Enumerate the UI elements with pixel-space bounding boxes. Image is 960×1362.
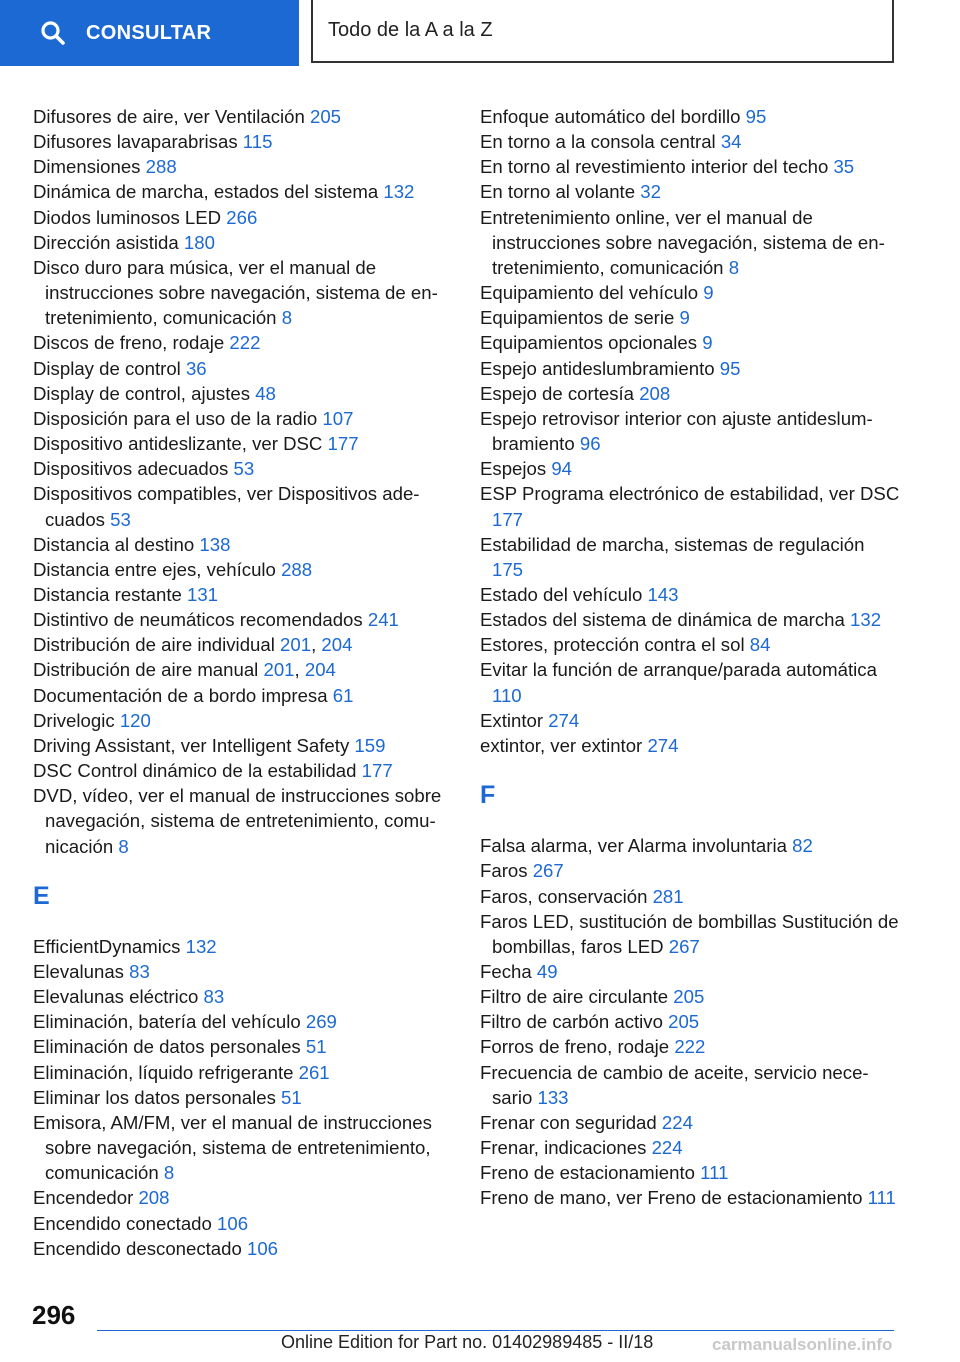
page-link[interactable]: 8: [118, 835, 129, 857]
index-entry-text: Forros de freno, rodaje: [480, 1036, 670, 1058]
page-link[interactable]: 208: [138, 1187, 170, 1209]
page-link[interactable]: 95: [719, 357, 741, 379]
index-entry-text: Estado del vehículo: [480, 583, 643, 605]
edition-text: Online Edition for Part no. 01402989485 - II/18: [281, 1332, 654, 1352]
index-entry: [33, 708, 453, 733]
index-entry: [480, 1110, 900, 1135]
section-letter: F: [480, 781, 496, 810]
page-link[interactable]: 177: [361, 760, 393, 782]
page-link[interactable]: 143: [647, 583, 679, 605]
index-entry: [480, 205, 900, 280]
page-link[interactable]: 48: [255, 382, 276, 404]
index-entry-text: Emisora, AM/FM, ver el manual de instrucciones sobre navegación, sistema de entretenimiento, comunicación: [33, 1111, 432, 1184]
index-entry-text: Difusores de aire, ver Ventilación: [33, 106, 305, 127]
index-entry-text: Estabilidad de marcha, sistemas de regulación: [480, 533, 865, 555]
index-entry-text: Espejo de cortesía: [480, 382, 635, 404]
page-link[interactable]: 8: [728, 256, 740, 278]
index-entry: [480, 884, 900, 909]
index-entry: [480, 607, 900, 632]
page-link[interactable]: 106: [247, 1237, 279, 1259]
index-entry-text: Eliminación, batería del vehículo: [33, 1011, 301, 1033]
index-entry: [33, 783, 453, 858]
index-entry-text: Eliminación, líquido refrigerante: [33, 1061, 294, 1083]
page-link[interactable]: 205: [673, 986, 705, 1008]
index-entry: [480, 129, 900, 154]
page-link[interactable]: 288: [281, 558, 313, 580]
index-entry-text: Eliminar los datos personales: [33, 1086, 276, 1108]
index-entry: [480, 456, 900, 481]
index-entry: [480, 1185, 900, 1210]
index-entry: [33, 959, 453, 984]
page-link[interactable]: 95: [745, 106, 767, 127]
index-entry-text: Filtro de aire circulante: [480, 986, 669, 1008]
page-link[interactable]: 133: [537, 1086, 569, 1108]
page-link[interactable]: 94: [551, 458, 573, 480]
page-link[interactable]: 111: [700, 1162, 729, 1184]
page-number: 296: [32, 1300, 76, 1330]
index-entry-text: Distribución de aire manual: [33, 659, 259, 681]
page-link[interactable]: 201: [263, 659, 295, 681]
page-link[interactable]: 224: [661, 1111, 693, 1133]
index-entry: [480, 657, 900, 707]
page-link[interactable]: 224: [651, 1137, 683, 1159]
index-entry-text: Encendedor: [33, 1187, 134, 1209]
index-entry: [480, 1060, 900, 1110]
page-link[interactable]: 204: [304, 659, 336, 681]
index-entry-text: Distancia entre ejes, vehículo: [33, 558, 276, 580]
index-entry-text: Faros LED, sustitución de bombillas Sustitución de bombillas, faros LED: [480, 910, 899, 957]
page-link[interactable]: 110: [492, 684, 522, 706]
index-entry-text: Frenar, indicaciones: [480, 1137, 647, 1159]
index-a-z-tab-label: Todo de la A a la Z: [328, 19, 493, 41]
index-entry: [33, 934, 453, 959]
index-entry: [480, 708, 900, 733]
index-entry-text: Evitar la función de arranque/parada automática: [480, 659, 877, 681]
index-entry: [33, 456, 453, 481]
index-entry: [33, 758, 453, 783]
index-entry-text: Dimensiones: [33, 156, 141, 178]
index-entry-text: Display de control, ajustes: [33, 382, 251, 404]
index-entry-text: EfficientDynamics: [33, 935, 181, 957]
index-entry-text: Espejo retrovisor interior con ajuste antideslumbramiento: [480, 407, 873, 455]
index-entry-text: En torno a la consola central: [480, 131, 716, 153]
page-link[interactable]: 288: [145, 156, 177, 178]
page-link[interactable]: 51: [305, 1036, 327, 1058]
consultar-tab-label: CONSULTAR: [86, 21, 212, 44]
index-entry-text: Dirección asistida: [33, 231, 179, 253]
index-column-left: [33, 104, 453, 1261]
page-link[interactable]: 83: [129, 961, 150, 982]
index-entry-text: DVD, vídeo, ver el manual de instrucciones sobre navegación, sistema de entretenimiento, comunicación: [33, 785, 442, 857]
index-entry-text: Dispositivo antideslizante, ver DSC: [33, 433, 323, 455]
index-entry-text: Equipamientos opcionales: [480, 332, 698, 354]
page-link[interactable]: 120: [119, 709, 151, 731]
page-link[interactable]: 9: [703, 282, 714, 304]
page-link[interactable]: 83: [203, 986, 225, 1008]
page-link[interactable]: 208: [639, 382, 671, 404]
index-entry: [33, 179, 453, 204]
page-link[interactable]: 61: [332, 684, 354, 706]
page-link[interactable]: 106: [217, 1212, 249, 1234]
page-link[interactable]: 49: [536, 961, 558, 982]
index-entry: [33, 1185, 453, 1210]
index-entry: Distribución de aire manual 201, 204: [33, 659, 336, 681]
index-entry-text: Freno de mano, ver Freno de estacionamiento: [480, 1187, 863, 1209]
index-entry-text: Dinámica de marcha, estados del sistema: [33, 181, 379, 203]
index-entry: [33, 683, 453, 708]
header: [0, 0, 960, 66]
page-link[interactable]: 8: [281, 307, 293, 329]
page-link[interactable]: 35: [833, 156, 855, 178]
index-entry: [33, 532, 453, 557]
index-entry-text: Estores, protección contra el sol: [480, 634, 745, 656]
index-entry: [33, 255, 453, 330]
index-entry-text: Distintivo de neumáticos recomendados: [33, 609, 363, 631]
index-entry-text: Frenar con seguridad: [480, 1111, 657, 1133]
index-entry: [33, 154, 453, 179]
index-entry-text: Discos de freno, rodaje: [33, 332, 225, 354]
index-entry: [480, 1034, 900, 1059]
page-link[interactable]: 274: [647, 734, 679, 756]
index-entry: [480, 406, 900, 456]
index-entry-text: Dispositivos compatibles, ver Dispositivos adecuados: [33, 483, 420, 530]
index-a-z-tab[interactable]: [311, 0, 894, 63]
page-link[interactable]: 111: [867, 1187, 896, 1209]
index-entry: [480, 582, 900, 607]
page-link[interactable]: 204: [321, 634, 353, 656]
index-entry: [480, 154, 900, 179]
index-entry-text: Encendido conectado: [33, 1212, 212, 1234]
index-entry: [480, 481, 900, 531]
page-link[interactable]: 175: [492, 558, 524, 580]
page-link[interactable]: 9: [702, 332, 713, 354]
page-link[interactable]: 267: [532, 860, 564, 882]
index-entry-text: Encendido desconectado: [33, 1237, 242, 1259]
index-entry: [33, 1211, 453, 1236]
index-entry-text: Distribución de aire individual: [33, 634, 275, 656]
index-entry-text: Faros, conservación: [480, 885, 648, 907]
index-entry: [480, 104, 900, 129]
page-link[interactable]: 82: [792, 835, 813, 857]
index-entry: [33, 582, 453, 607]
index-entry: [480, 330, 900, 355]
index-entry: [480, 532, 900, 582]
page-link[interactable]: 222: [674, 1036, 706, 1058]
index-entry: [33, 330, 453, 355]
index-entry: [33, 356, 453, 381]
page-link[interactable]: 201: [280, 634, 312, 656]
index-entry-text: Espejos: [480, 458, 547, 480]
index-entry: [33, 1085, 453, 1110]
index-entry-text: DSC Control dinámico de la estabilidad: [33, 760, 357, 782]
page-link[interactable]: 132: [383, 181, 415, 203]
page-link[interactable]: 281: [652, 885, 684, 907]
page-link[interactable]: 84: [749, 634, 771, 656]
index-entry-text: Disposición para el uso de la radio: [33, 407, 318, 429]
index-entry: [33, 1060, 453, 1085]
page-link[interactable]: 269: [305, 1011, 337, 1033]
index-entry-text: Elevalunas: [33, 961, 124, 982]
index-entry: [480, 1135, 900, 1160]
search-icon: [40, 20, 66, 46]
page-link[interactable]: 32: [640, 181, 661, 203]
index-entry: [33, 1034, 453, 1059]
page-link[interactable]: 205: [668, 1011, 700, 1033]
index-column-right: [480, 104, 900, 1211]
page-link[interactable]: 9: [679, 307, 690, 329]
page-link[interactable]: 132: [850, 609, 882, 631]
index-entry: [480, 984, 900, 1009]
page-link[interactable]: 96: [579, 433, 601, 455]
index-entry-text: Enfoque automático del bordillo: [480, 106, 741, 127]
index-entry-text: Drivelogic: [33, 709, 115, 731]
page-link[interactable]: 115: [242, 131, 273, 153]
page-link[interactable]: 36: [185, 357, 207, 379]
watermark: carmanualsonline.info: [712, 1335, 893, 1354]
index-entry: [480, 733, 900, 758]
index-entry: [33, 1110, 453, 1185]
page-link[interactable]: 132: [185, 935, 217, 957]
page-link[interactable]: 53: [233, 458, 255, 480]
index-entry-text: Elevalunas eléctrico: [33, 986, 199, 1008]
page-link[interactable]: 241: [367, 609, 399, 631]
index-entry: [33, 129, 453, 154]
index-entry-text: En torno al revestimiento interior del techo: [480, 156, 829, 178]
index-entry: [480, 179, 900, 204]
index-entry-text: Distancia restante: [33, 583, 182, 605]
index-entry-text: Difusores lavaparabrisas: [33, 131, 238, 153]
index-entry: [33, 205, 453, 230]
index-entry-text: Extintor: [480, 709, 544, 731]
index-entry: [33, 230, 453, 255]
index-entry: [480, 959, 900, 984]
index-entry-text: Espejo antideslumbramiento: [480, 357, 715, 379]
page-link[interactable]: 180: [183, 231, 215, 253]
index-entry-text: Filtro de carbón activo: [480, 1011, 663, 1033]
index-entry: [480, 1160, 900, 1185]
index-entry-text: Disco duro para música, ver el manual de instrucciones sobre navegación, sistema de entretenimiento, comunicación: [33, 256, 438, 329]
index-entry: [480, 1009, 900, 1034]
index-entry-text: Faros: [480, 860, 528, 882]
index-entry-text: Fecha: [480, 961, 532, 982]
index-entry: [33, 431, 453, 456]
page-link[interactable]: 159: [354, 734, 386, 756]
index-entry-text: Estados del sistema de dinámica de marcha: [480, 609, 845, 631]
index-entry-text: Distancia al destino: [33, 533, 195, 555]
index-entry-text: Diodos luminosos LED: [33, 206, 222, 228]
page-link[interactable]: 138: [199, 533, 231, 555]
index-entry: [33, 733, 453, 758]
page-link[interactable]: 177: [492, 508, 524, 530]
index-entry: Distribución de aire individual 201, 204: [33, 634, 353, 656]
page-link[interactable]: 267: [668, 935, 700, 957]
index-entry-text: Equipamientos de serie: [480, 307, 675, 329]
page-link[interactable]: 266: [226, 206, 258, 228]
index-entry: [33, 381, 453, 406]
index-entry: [480, 305, 900, 330]
index-entry: [480, 280, 900, 305]
consultar-tab[interactable]: [0, 0, 299, 66]
index-entry-text: Dispositivos adecuados: [33, 458, 229, 480]
page-link[interactable]: 205: [310, 106, 342, 127]
index-entry-text: Documentación de a bordo impresa: [33, 684, 328, 706]
page-link[interactable]: 261: [298, 1061, 330, 1083]
index-entry-text: Entretenimiento online, ver el manual de instrucciones sobre navegación, sistema de entretenimiento, comunicación: [480, 206, 885, 278]
index-entry: [480, 858, 900, 883]
page-link[interactable]: 107: [322, 407, 354, 429]
index-entry: [33, 607, 453, 632]
index-entry: [33, 481, 453, 531]
index-entry-text: Frecuencia de cambio de aceite, servicio necesario: [480, 1061, 869, 1108]
index-entry: [480, 909, 900, 959]
index-entry: [33, 1236, 453, 1261]
index-entry-text: En torno al volante: [480, 181, 636, 203]
page-link[interactable]: 274: [548, 709, 580, 731]
index-entry-text: Eliminación de datos personales: [33, 1036, 301, 1058]
page-link[interactable]: 51: [281, 1086, 302, 1108]
page-link[interactable]: 177: [327, 433, 359, 455]
index-entry: [33, 406, 453, 431]
page-link[interactable]: 222: [229, 332, 261, 354]
page-link[interactable]: 34: [720, 131, 742, 153]
page-link[interactable]: 8: [163, 1162, 175, 1184]
index-entry: [480, 381, 900, 406]
index-entry-text: extintor, ver extintor: [480, 734, 643, 756]
section-letter: E: [33, 881, 50, 910]
footer-divider: [97, 1330, 894, 1331]
page-link[interactable]: 53: [110, 508, 131, 530]
index-entry: [33, 1009, 453, 1034]
index-entry: [33, 984, 453, 1009]
index-entry: [33, 104, 453, 129]
index-entry: [480, 356, 900, 381]
index-entry: [480, 632, 900, 657]
index-entry-text: Falsa alarma, ver Alarma involuntaria: [480, 835, 787, 857]
page-link[interactable]: 131: [187, 583, 219, 605]
index-entry: [480, 833, 900, 858]
index-entry: [33, 557, 453, 582]
index-entry-text: Display de control: [33, 357, 181, 379]
index-entry-text: Driving Assistant, ver Intelligent Safety: [33, 734, 350, 756]
index-entry-text: ESP Programa electrónico de estabilidad, ver DSC: [480, 483, 900, 505]
index-entry-text: Freno de estacionamiento: [480, 1162, 695, 1184]
index-entry-text: Equipamiento del vehículo: [480, 282, 699, 304]
